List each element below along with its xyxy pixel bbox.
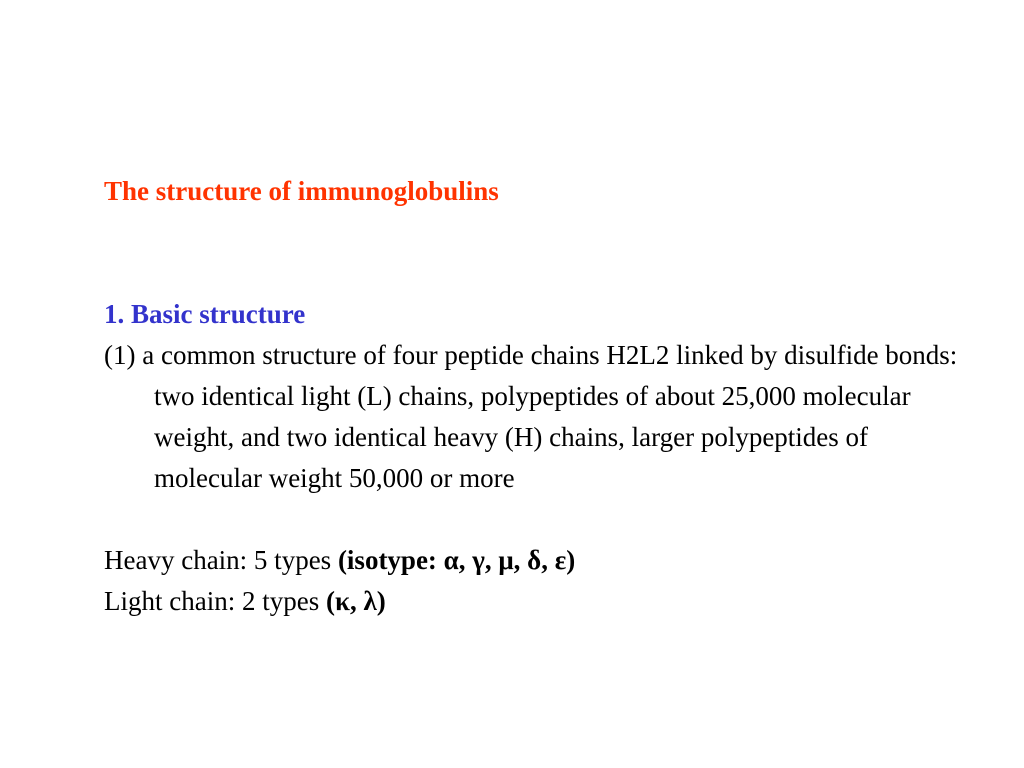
light-chain-types: (κ, λ) <box>325 586 386 616</box>
slide-body <box>104 294 964 622</box>
light-chain-line <box>104 581 964 622</box>
structure-paragraph: (1) a common structure of four peptide chains H2L2 linked by disulfide bonds: two identical light (L) chains, polypeptides of about 25,000 molecular weight, and two identical heavy (H) chains, larger polypeptides of molecular weight 50,000 or more <box>104 340 958 493</box>
heavy-chain-line <box>104 540 964 581</box>
slide-title: The structure of immunoglobulins <box>104 176 499 206</box>
spacer <box>104 499 964 540</box>
heavy-chain-label: Heavy chain: 5 types <box>104 545 338 575</box>
heavy-chain-isotypes: (isotype: α, γ, μ, δ, ε) <box>337 545 576 575</box>
section-heading: 1. Basic structure <box>104 299 306 329</box>
light-chain-label: Light chain: 2 types <box>104 586 326 616</box>
